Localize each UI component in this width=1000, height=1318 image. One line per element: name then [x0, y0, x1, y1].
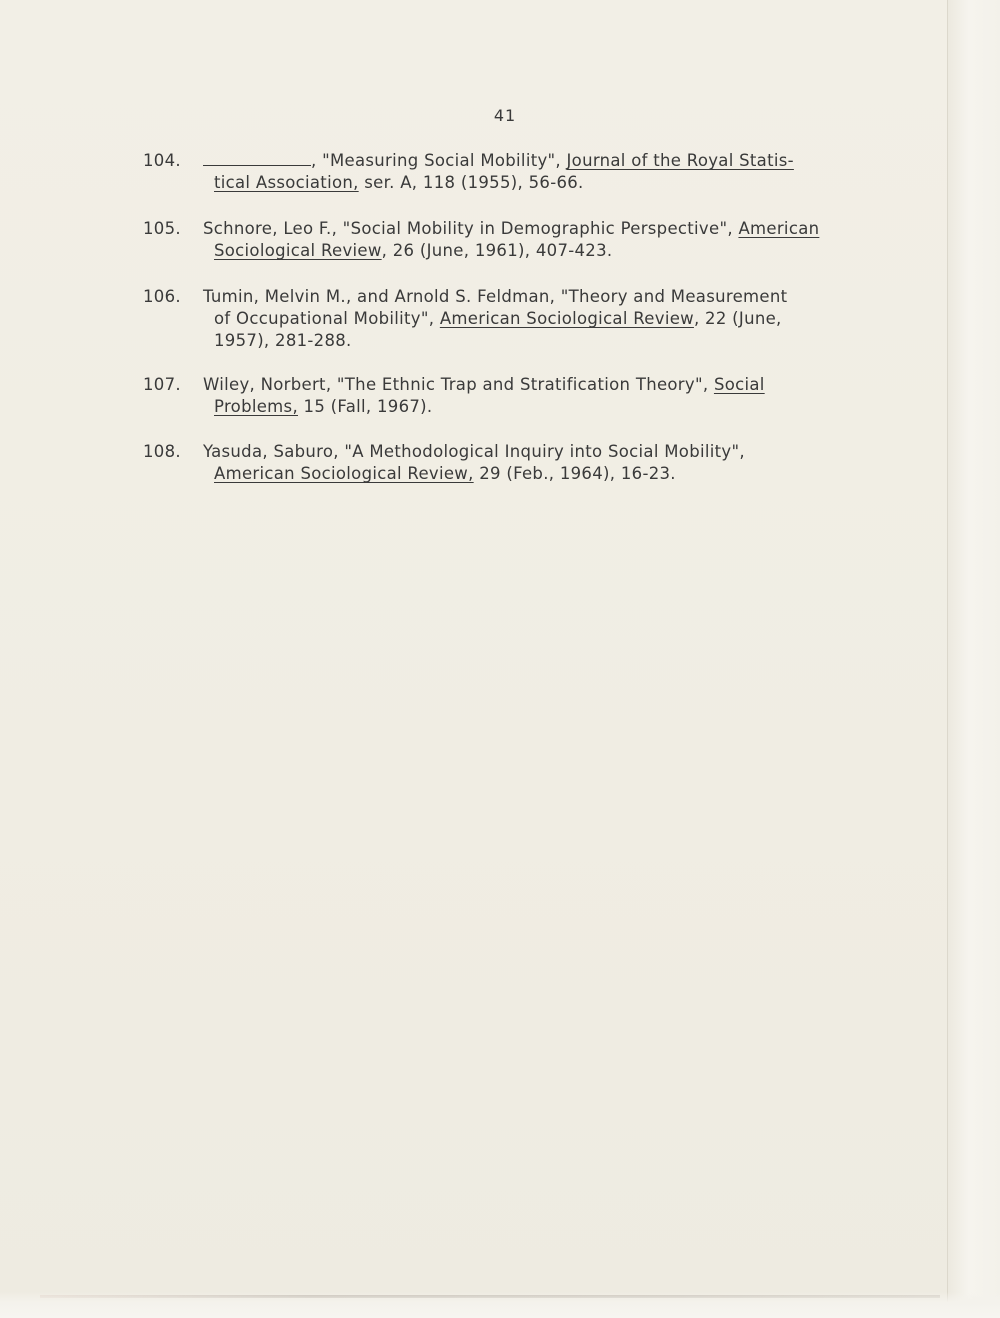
reference-author-title: Wiley, Norbert, "The Ethnic Trap and Stratification Theory",	[203, 375, 714, 394]
reference-number: 104.	[143, 151, 181, 170]
reference-details: , 22 (June,	[693, 309, 782, 328]
reference-journal: American Sociological Review,	[214, 464, 474, 483]
reference-details: 29 (Feb., 1964), 16-23.	[473, 464, 676, 483]
reference-journal: tical Association,	[214, 173, 359, 192]
reference-line	[214, 240, 612, 262]
reference-line	[203, 374, 765, 396]
ditto-author-blank	[203, 151, 311, 166]
reference-line	[214, 396, 432, 418]
reference-line	[203, 218, 819, 240]
reference-journal: Sociological Review	[214, 241, 382, 260]
page-number: 41	[493, 106, 517, 125]
reference-line	[214, 172, 584, 194]
reference-number: 108.	[143, 442, 181, 461]
page-bottom-edge	[0, 1292, 1000, 1318]
reference-journal: American	[738, 219, 820, 238]
reference-journal: Problems,	[214, 397, 298, 416]
reference-author-title: Yasuda, Saburo, "A Methodological Inquiry into Social Mobility",	[203, 442, 745, 461]
reference-title: , "Measuring Social Mobility",	[311, 151, 567, 170]
reference-line: 1957), 281-288.	[214, 331, 352, 350]
reference-number: 107.	[143, 375, 181, 394]
reference-number: 106.	[143, 287, 181, 306]
reference-journal: Journal of the Royal Statis-	[566, 151, 794, 170]
page-edge-shadow	[947, 0, 1000, 1318]
reference-journal: American Sociological Review	[439, 309, 694, 328]
reference-line	[203, 286, 787, 308]
reference-details: 15 (Fall, 1967).	[298, 397, 433, 416]
reference-line	[203, 150, 794, 172]
reference-journal: Social	[713, 375, 765, 394]
reference-details: , 26 (June, 1961), 407-423.	[381, 241, 613, 260]
reference-title: of Occupational Mobility",	[214, 309, 440, 328]
reference-number: 105.	[143, 219, 181, 238]
reference-author-title: Tumin, Melvin M., and Arnold S. Feldman, "Theory and Measurement	[203, 287, 788, 306]
reference-line	[203, 441, 745, 463]
reference-line	[214, 463, 676, 485]
reference-details: ser. A, 118 (1955), 56-66.	[358, 173, 584, 192]
reference-line	[214, 308, 782, 330]
reference-author-title: Schnore, Leo F., "Social Mobility in Demographic Perspective",	[203, 219, 739, 238]
